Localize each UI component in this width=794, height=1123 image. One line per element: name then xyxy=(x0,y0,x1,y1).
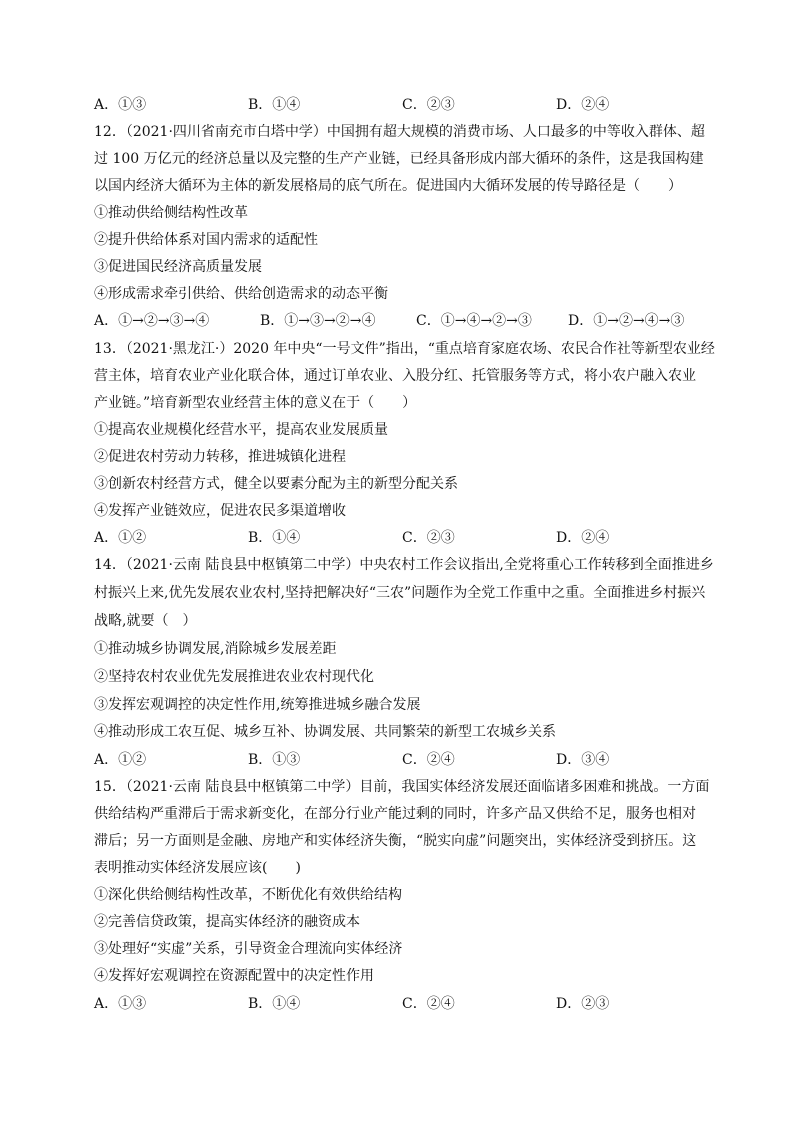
statement-item: ①推动城乡协调发展,消除城乡发展差距 xyxy=(94,641,337,657)
statement-item: ③创新农村经营方式，健全以要素分配为主的新型分配关系 xyxy=(94,476,458,492)
option-a: A．①② xyxy=(94,752,147,768)
option-d: D．①→②→④→③ xyxy=(568,313,685,329)
option-b: B．①→③→②→④ xyxy=(260,313,376,329)
answer-options xyxy=(94,312,714,330)
question-stem-line: 15．（2021·云南 陆良县中枢镇第二中学）目前，我国实体经济发展还面临诸多困难和挑战。一方面 xyxy=(94,779,710,795)
option-c: C．②③ xyxy=(402,530,455,546)
option-a: A．①③ xyxy=(94,996,147,1012)
answer-options xyxy=(94,529,714,547)
question-stem-line: 产业链。”培育新型农业经营主体的意义在于（ ） xyxy=(94,395,417,411)
statement-item: ①推动供给侧结构性改革 xyxy=(94,205,248,221)
question-stem-line: 营主体，培育农业产业化联合体，通过订单农业、入股分红、托管服务等方式，将小农户融入农业 xyxy=(94,368,696,384)
question-stem-line: 以国内经济大循环为主体的新发展格局的底气所在。促进国内大循环发展的传导路径是（ ） xyxy=(94,178,682,194)
statement-item: ②完善信贷政策，提高实体经济的融资成本 xyxy=(94,914,360,930)
question-stem-line: 12．（2021·四川省南充市白塔中学）中国拥有超大规模的消费市场、人口最多的中等收入群体、超 xyxy=(94,124,705,140)
question-stem-line: 14．（2021·云南 陆良县中枢镇第二中学）中央农村工作会议指出,全党将重心工作转移到全面推进乡 xyxy=(94,557,714,573)
statement-item: ②促进农村劳动力转移，推进城镇化进程 xyxy=(94,449,346,465)
option-b: B．①④ xyxy=(248,530,301,546)
option-d: D．③④ xyxy=(556,752,610,768)
statement-item: ③处理好“实虚”关系，引导资金合理流向实体经济 xyxy=(94,941,403,957)
statement-item: ④发挥好宏观调控在资源配置中的决定性作用 xyxy=(94,968,374,984)
option-d: D．②④ xyxy=(556,97,610,113)
option-b: B．①④ xyxy=(248,97,301,113)
option-c: C．②③ xyxy=(402,97,455,113)
statement-item: ③促进国民经济高质量发展 xyxy=(94,259,262,275)
statement-item: ④发挥产业链效应，促进农民多渠道增收 xyxy=(94,503,346,519)
statement-item: ③发挥宏观调控的决定性作用,统筹推进城乡融合发展 xyxy=(94,697,421,713)
statement-item: ①深化供给侧结构性改革，不断优化有效供给结构 xyxy=(94,887,402,903)
option-c: C．②④ xyxy=(402,752,455,768)
option-d: D．②④ xyxy=(556,530,610,546)
statement-item: ②坚持农村农业优先发展推进农业农村现代化 xyxy=(94,669,374,685)
question-stem-line: 过 100 万亿元的经济总量以及完整的生产产业链，已经具备形成内部大循环的条件，这是我国构建 xyxy=(94,151,704,167)
statement-item: ①提高农业规模化经营水平，提高农业发展质量 xyxy=(94,422,388,438)
answer-options xyxy=(94,751,714,769)
option-c: C．①→④→②→③ xyxy=(416,313,532,329)
statement-item: ④推动形成工农互促、城乡互补、协调发展、共同繁荣的新型工农城乡关系 xyxy=(94,724,556,740)
question-stem-line: 滞后；另一方面则是金融、房地产和实体经济失衡，“脱实向虚”问题突出，实体经济受到挤压。这 xyxy=(94,833,697,849)
answer-options xyxy=(94,995,714,1013)
option-a: A．①→②→③→④ xyxy=(94,313,210,329)
option-b: B．①④ xyxy=(248,996,301,1012)
option-a: A．①③ xyxy=(94,97,147,113)
option-b: B．①③ xyxy=(248,752,301,768)
statement-item: ②提升供给体系对国内需求的适配性 xyxy=(94,232,318,248)
question-stem-line: 供给结构严重滞后于需求新变化，在部分行业产能过剩的同时，许多产品又供给不足，服务也相对 xyxy=(94,806,696,822)
prev-question-options xyxy=(94,96,714,114)
statement-item: ④形成需求牵引供给、供给创造需求的动态平衡 xyxy=(94,286,388,302)
question-stem-line: 战略,就要（ ） xyxy=(94,613,197,629)
option-d: D．②③ xyxy=(556,996,610,1012)
question-stem-line: 13．（2021·黑龙江·）2020 年中央“一号文件”指出，“重点培育家庭农场、农民合作社等新型农业经 xyxy=(94,341,715,357)
question-stem-line: 表明推动实体经济发展应该( ) xyxy=(94,860,301,876)
option-a: A．①② xyxy=(94,530,147,546)
question-stem-line: 村振兴上来,优先发展农业农村,坚持把解决好“三农”问题作为全党工作重中之重。全面推进乡村振兴 xyxy=(94,585,706,601)
option-c: C．②④ xyxy=(402,996,455,1012)
